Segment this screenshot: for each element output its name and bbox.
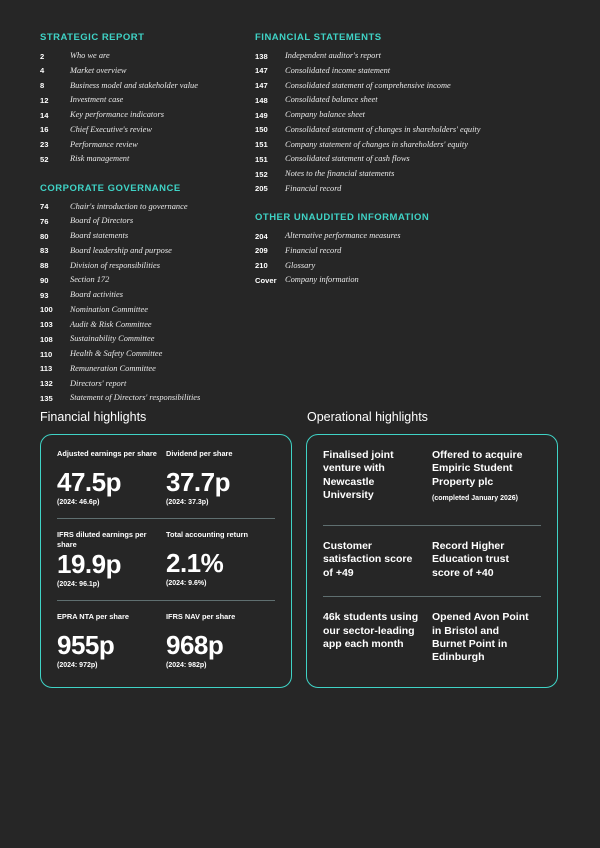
metric-prior-year: (2024: 96.1p): [57, 581, 100, 589]
toc-entry-label: Board statements: [70, 231, 129, 240]
operational-item-text: Opened Avon Point in Bristol and Burnet Point in Edinburgh: [432, 611, 529, 664]
toc-entry-label: Key performance indicators: [70, 110, 164, 119]
toc-page-number: 2: [40, 51, 45, 61]
highlights-headings: [40, 410, 560, 434]
toc-entry-label: Company information: [285, 275, 359, 285]
toc-entry[interactable]: [40, 246, 255, 256]
toc-entry-label: Statement of Directors' responsibilities: [70, 393, 201, 403]
toc-entry-label: Financial record: [285, 183, 342, 193]
toc-column-left: [40, 32, 255, 408]
metric-prior-year: (2024: 9.6%): [166, 580, 207, 588]
toc-entry-label: Health & Safety Committee: [70, 349, 163, 358]
toc-page-number: 100: [40, 305, 53, 315]
toc-entry[interactable]: [40, 393, 255, 403]
toc-entry[interactable]: [255, 231, 485, 241]
toc-group-corporate-governance: [40, 202, 255, 404]
toc-entry[interactable]: [40, 95, 255, 105]
metric-value: 37.7p: [166, 467, 230, 497]
toc-entry[interactable]: [40, 379, 255, 389]
toc-entry-label: Business model and stakeholder value: [70, 80, 198, 90]
toc-column-right: [255, 32, 485, 408]
operational-item: [323, 449, 432, 509]
metric-value: 2.1%: [166, 548, 224, 579]
toc-entry-label: Market overview: [70, 65, 127, 75]
toc-entry[interactable]: [40, 125, 255, 135]
highlights-section: [0, 410, 600, 688]
metric-label: EPRA NTA per share: [57, 612, 130, 622]
toc-page-number: 151: [255, 154, 268, 164]
section-heading-financial-statements: FINANCIAL STATEMENTS: [255, 32, 382, 43]
toc-page-number: 80: [40, 231, 49, 241]
operational-item-text: Finalised joint venture with Newcastle University: [323, 449, 394, 502]
toc-page-number: 93: [40, 290, 49, 300]
toc-page-number: 16: [40, 125, 49, 135]
toc-entry[interactable]: [40, 261, 255, 271]
toc-page-number: 147: [255, 81, 268, 90]
toc-entry[interactable]: [255, 246, 485, 256]
operational-item-text: 46k students using our sector-leading app each month: [323, 611, 419, 650]
operational-item-note: (completed January 2026): [432, 495, 518, 503]
toc-entry[interactable]: [255, 66, 485, 76]
toc-page-number: 113: [40, 364, 53, 374]
section-heading-other-unaudited-information: OTHER UNAUDITED INFORMATION: [255, 212, 430, 223]
toc-entry-label: Board activities: [70, 290, 123, 299]
metric-adjusted-earnings-per-share: [57, 449, 166, 508]
toc-entry-label: Consolidated balance sheet: [285, 95, 378, 105]
operational-item: [432, 525, 541, 580]
toc-page-number: 4: [40, 66, 45, 76]
toc-entry[interactable]: [40, 140, 255, 150]
toc-page-number: 150: [255, 125, 268, 135]
toc-entry-label: Consolidated statement of changes in shareholders' equity: [285, 124, 481, 134]
toc-entry[interactable]: [40, 334, 255, 344]
toc-page-number: 205: [255, 184, 268, 194]
toc-entry[interactable]: [40, 305, 255, 315]
toc-page-number: Cover: [255, 275, 277, 285]
toc-entry[interactable]: [40, 81, 255, 91]
toc-page-number: 151: [255, 140, 268, 149]
toc-entry[interactable]: [40, 275, 255, 285]
toc-entry[interactable]: [40, 349, 255, 359]
toc-group-strategic-report: [40, 51, 255, 165]
operational-item: [323, 596, 432, 665]
metric-prior-year: (2024: 982p): [166, 662, 207, 670]
metric-prior-year: (2024: 972p): [57, 662, 98, 670]
toc-entry-label: Company balance sheet: [285, 110, 366, 119]
toc-entry-label: Directors' report: [70, 378, 127, 388]
toc-page-number: 90: [40, 275, 49, 285]
toc-page-number: 74: [40, 202, 49, 211]
toc-entry-label: Independent auditor's report: [285, 51, 381, 60]
toc-page-number: 110: [40, 349, 53, 359]
toc-group-other-unaudited-information: [255, 231, 485, 286]
toc-page-number: 12: [40, 95, 49, 105]
metric-ifrs-nav-per-share: [166, 600, 275, 671]
operational-item: [432, 596, 541, 665]
toc-entry-label: Sustainability Committee: [70, 334, 155, 344]
toc-entry[interactable]: [40, 290, 255, 300]
toc-page-number: 138: [255, 51, 268, 61]
toc-page-number: 108: [40, 334, 53, 344]
toc-entry[interactable]: [255, 140, 485, 150]
toc-entry[interactable]: [40, 202, 255, 212]
metric-total-accounting-return: [166, 518, 275, 590]
operational-item-text: Record Higher Education trust score of +40: [432, 539, 510, 579]
metric-label: Total accounting return: [166, 530, 248, 540]
financial-highlights-title: Financial highlights: [40, 410, 147, 424]
toc-page-number: 23: [40, 140, 49, 149]
toc-page-number: 8: [40, 81, 45, 90]
toc-entry-label: Consolidated statement of cash flows: [285, 154, 410, 164]
toc-entry-label: Remuneration Committee: [70, 363, 156, 373]
toc-entry[interactable]: [40, 51, 255, 61]
operational-item: [323, 525, 432, 580]
metric-epra-nta-per-share: [57, 600, 166, 671]
toc-page-number: 204: [255, 231, 268, 241]
toc-page-number: 14: [40, 110, 49, 120]
operational-item: [432, 449, 541, 509]
toc-entry-label: Alternative performance measures: [285, 231, 401, 240]
toc-page-number: 210: [255, 261, 268, 270]
toc-page-number: 88: [40, 261, 49, 270]
metric-value: 955p: [57, 630, 115, 661]
toc-page-number: 147: [255, 66, 268, 76]
toc-group-financial-statements: [255, 51, 485, 194]
toc-page-number: 209: [255, 246, 268, 256]
toc-entry[interactable]: [255, 95, 485, 105]
highlights-cards: [40, 434, 560, 688]
toc-entry-label: Performance review: [70, 139, 138, 149]
toc-entry[interactable]: [255, 275, 485, 285]
toc-entry-label: Investment case: [70, 95, 124, 105]
metric-value: 19.9p: [57, 549, 121, 580]
toc-entry-label: Who we are: [70, 51, 110, 60]
toc-entry[interactable]: [255, 184, 485, 194]
toc-entry-label: Consolidated statement of comprehensive income: [285, 80, 451, 90]
metric-prior-year: (2024: 37.3p): [166, 499, 209, 507]
section-heading-strategic-report: STRATEGIC REPORT: [40, 32, 145, 43]
toc-entry[interactable]: [255, 51, 485, 61]
toc-page-number: 148: [255, 95, 268, 105]
metric-dividend-per-share: [166, 449, 275, 508]
toc-page-number: 52: [40, 154, 49, 164]
toc-entry[interactable]: [40, 216, 255, 226]
toc-entry[interactable]: [255, 81, 485, 91]
toc-page-number: 76: [40, 216, 49, 226]
toc-entry-label: Notes to the financial statements: [285, 169, 395, 178]
section-heading-corporate-governance: CORPORATE GOVERNANCE: [40, 182, 181, 194]
toc-page-number: 135: [40, 393, 53, 403]
toc-entry[interactable]: [40, 231, 255, 241]
toc-entry[interactable]: [40, 154, 255, 164]
toc-entry-label: Section 172: [70, 275, 110, 285]
toc-entry[interactable]: [40, 66, 255, 76]
toc-entry-label: Chair's introduction to governance: [70, 201, 188, 211]
metric-value: 47.5p: [57, 467, 121, 497]
toc-entry-label: Chief Executive's review: [70, 124, 152, 134]
metric-value: 968p: [166, 630, 224, 661]
operational-item-text: Offered to acquire Empiric Student Property plc: [432, 449, 523, 488]
toc-entry[interactable]: [40, 364, 255, 374]
metric-label: Adjusted earnings per share: [57, 449, 157, 458]
metric-prior-year: (2024: 46.6p): [57, 499, 100, 507]
toc-entry-label: Company statement of changes in shareholders' equity: [285, 139, 468, 149]
toc-entry-label: Consolidated income statement: [285, 65, 391, 75]
operational-highlights-title: Operational highlights: [307, 410, 428, 424]
toc-entry[interactable]: [40, 110, 255, 120]
toc-entry-label: Risk management: [70, 154, 130, 164]
toc-entry-label: Financial record: [285, 245, 342, 255]
financial-highlights-card: [40, 434, 292, 688]
toc-page-number: 83: [40, 246, 49, 256]
toc-entry[interactable]: [255, 261, 485, 271]
toc-entry[interactable]: [255, 125, 485, 135]
toc-entry[interactable]: [255, 154, 485, 164]
toc-page-number: 132: [40, 379, 53, 388]
toc-entry-label: Board of Directors: [70, 216, 134, 226]
toc-entry-label: Division of responsibilities: [70, 260, 160, 270]
toc-entry-label: Nomination Committee: [70, 304, 148, 314]
table-of-contents: [0, 0, 600, 408]
metric-ifrs-diluted-earnings-per-share: [57, 518, 166, 590]
toc-page-number: 152: [255, 169, 268, 179]
toc-entry-label: Audit & Risk Committee: [70, 319, 152, 329]
toc-page-number: 103: [40, 320, 53, 329]
metric-label: IFRS NAV per share: [166, 612, 236, 622]
toc-page-number: 149: [255, 110, 268, 120]
operational-item-text: Customer satisfaction score of +49: [323, 539, 413, 579]
metric-label: Dividend per share: [166, 449, 233, 458]
metric-label: IFRS diluted earnings per share: [57, 530, 147, 549]
toc-entry[interactable]: [255, 110, 485, 120]
operational-highlights-card: [306, 434, 558, 688]
toc-entry[interactable]: [255, 169, 485, 179]
toc-entry[interactable]: [40, 320, 255, 330]
toc-entry-label: Board leadership and purpose: [70, 245, 172, 255]
toc-entry-label: Glossary: [285, 260, 316, 270]
